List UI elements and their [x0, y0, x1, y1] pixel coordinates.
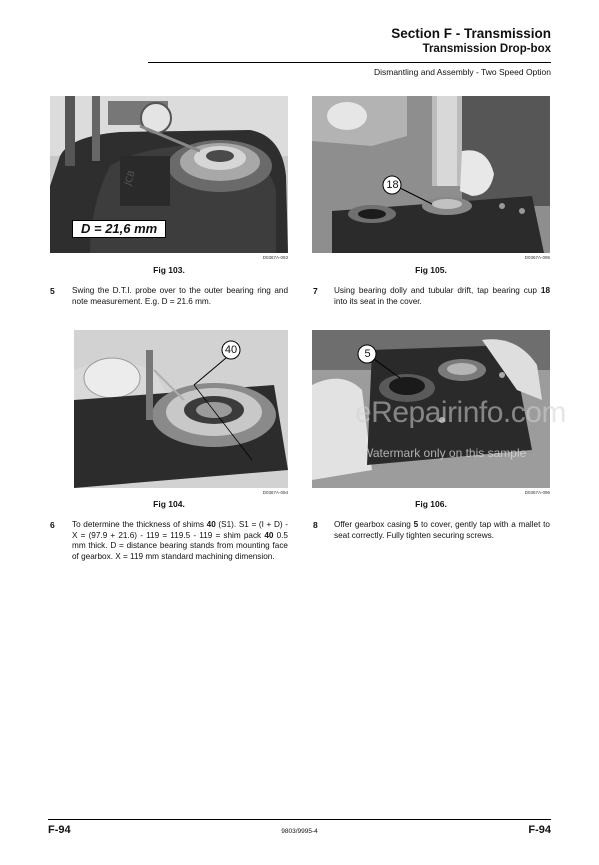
fig-103-code: D0367A-093	[262, 255, 288, 260]
step-7-text: Using bearing dolly and tubular drift, tap bearing cup 18 into its seat in the cover.	[334, 286, 550, 306]
part-40-ref-2: 40	[264, 530, 274, 540]
step-8-text: Offer gearbox casing 5 to cover, gently tap with a mallet to seat correctly. Fully tighten securing screws.	[334, 520, 550, 540]
fig-105-caption: Fig 105.	[415, 265, 447, 275]
document-number: 9803/9995-4	[281, 828, 318, 835]
svg-text:JCB: JCB	[123, 169, 138, 188]
fig-104-code: D0367A-094	[262, 490, 288, 495]
fig-104-photo	[74, 330, 288, 488]
step-8-number: 8	[313, 520, 318, 530]
watermark-note: Watermark only on this sample	[362, 446, 527, 460]
topic-line: Dismantling and Assembly - Two Speed Option	[373, 67, 551, 77]
fig-103-caption: Fig 103.	[153, 265, 185, 275]
section-subtitle: Transmission Drop-box	[422, 43, 551, 55]
page-number-left: F-94	[48, 824, 71, 836]
part-40-ref: 40	[206, 520, 216, 529]
step-6-text: To determine the thickness of shims 40 (S1). S1 = (I + D) - X = (97.9 + 21.6) - 119 = 119.5 - 119 = shim pack 40 0.5 mm thick. D = distance bearing stands from mounting face of gearbox. X = 119 mm standard machining dimension.	[72, 520, 288, 561]
fig-105-photo	[312, 96, 550, 253]
callout-18: 18	[386, 179, 399, 191]
page-number-right: F-94	[528, 824, 551, 836]
callout-40: 40	[224, 344, 238, 356]
part-18-ref: 18	[540, 286, 550, 295]
section-title: Section F - Transmission	[391, 26, 551, 41]
step-5-text: Swing the D.T.I. probe over to the outer bearing ring and note measurement. E.g. D = 21.6 mm.	[72, 286, 288, 306]
fig-103-photo	[50, 96, 288, 253]
header-rule	[148, 62, 551, 63]
watermark-site: eRepairinfo.com	[355, 396, 566, 429]
step-5-number: 5	[50, 286, 55, 296]
fig-106-code: D0367A-096	[524, 490, 550, 495]
fig-104-caption: Fig 104.	[153, 499, 185, 509]
part-5-ref: 5	[413, 520, 419, 529]
fig-105-code: D0367A-095	[524, 255, 550, 260]
callout-5: 5	[364, 348, 371, 360]
measurement-label: D = 21,6 mm	[72, 220, 166, 238]
step-6-number: 6	[50, 520, 55, 530]
fig-106-caption: Fig 106.	[415, 499, 447, 509]
footer-rule	[48, 819, 551, 820]
step-7-number: 7	[313, 286, 318, 296]
